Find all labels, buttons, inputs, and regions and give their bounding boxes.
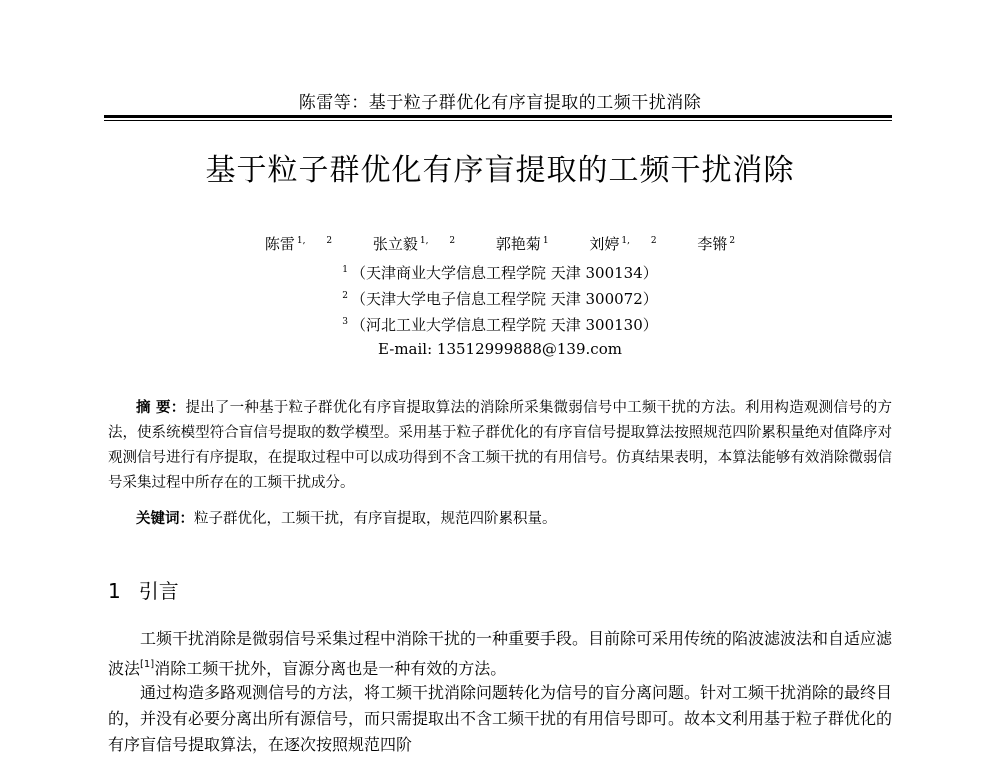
affiliation-3: [108, 314, 892, 335]
body-paragraph-1: [108, 626, 892, 682]
author-affiliation-mark: 1, 2: [419, 236, 456, 246]
affiliation-mark: 1: [342, 265, 348, 275]
header-rule-thin: [104, 120, 892, 121]
section-title: 引言: [138, 579, 179, 603]
affiliation-text: （河北工业大学信息工程学院 天津 300130）: [350, 316, 658, 334]
author-affiliation-mark: 1, 2: [296, 236, 333, 246]
author-name: 郭艳菊: [495, 235, 541, 253]
author-name: 陈雷: [264, 235, 295, 253]
author: [697, 235, 735, 253]
running-header: 陈雷等：基于粒子群优化有序盲提取的工频干扰消除: [298, 93, 702, 113]
author-name: 刘婷: [589, 235, 620, 253]
author-affiliation-mark: 1: [542, 236, 549, 246]
author-list: [108, 233, 892, 254]
author: [373, 235, 455, 253]
affiliation-text: （天津大学电子信息工程学院 天津 300072）: [350, 290, 658, 308]
author-email: E-mail: 13512999888@139.com: [378, 340, 622, 358]
author: [265, 235, 332, 253]
paragraph-text: 消除工频干扰外，盲源分离也是一种有效的方法。: [154, 659, 507, 678]
author: [589, 235, 656, 253]
abstract: [108, 396, 892, 496]
keywords-text: 粒子群优化，工频干扰，有序盲提取，规范四阶累积量。: [194, 511, 557, 527]
affiliation-mark: 3: [342, 317, 348, 327]
affiliation-text: （天津商业大学信息工程学院 天津 300134）: [350, 264, 658, 282]
keywords-label: 关键词：: [136, 511, 194, 527]
paragraph-text: 工频干扰消除是微弱信号采集过程中消除干扰的一种重要手段。目前除可采用传统的陷波滤波法和自适应滤波法: [108, 629, 893, 678]
author-affiliation-mark: 2: [729, 236, 736, 246]
author: [496, 235, 549, 253]
author-affiliation-mark: 1, 2: [621, 236, 657, 246]
author-name: 张立毅: [372, 235, 418, 253]
affiliation-mark: 2: [342, 291, 348, 301]
citation-link[interactable]: [1]: [140, 659, 155, 670]
affiliation-2: [108, 288, 892, 309]
author-name: 李锵: [697, 235, 728, 253]
section-number: 1: [108, 579, 121, 603]
body-paragraph-2: 通过构造多路观测信号的方法，将工频干扰消除问题转化为信号的盲分离问题。针对工频干扰消除的最终目的，并没有必要分离出所有源信号，而只需提取出不含工频干扰的有用信号即可。故本文利用基于粒子群优化的有序盲信号提取算法，在逐次按照规范四阶: [108, 683, 893, 754]
abstract-label: 摘 要：: [136, 400, 186, 416]
paper-title: 基于粒子群优化有序盲提取的工频干扰消除: [205, 153, 795, 188]
section-heading: [108, 575, 179, 604]
header-rule-thick: [104, 115, 892, 118]
affiliation-1: [108, 262, 892, 283]
keywords: [136, 507, 892, 528]
abstract-text: 提出了一种基于粒子群优化有序盲提取算法的消除所采集微弱信号中工频干扰的方法。利用构造观测信号的方法，使系统模型符合盲信号提取的数学模型。采用基于粒子群优化的有序盲信号提取算法按照规范四阶累积量绝对值降序对观测信号进行有序提取，在提取过程中可以成功得到不含工频干扰的有用信号。仿真结果表明，本算法能够有效消除微弱信号采集过程中所存在的工频干扰成分。: [108, 400, 892, 491]
